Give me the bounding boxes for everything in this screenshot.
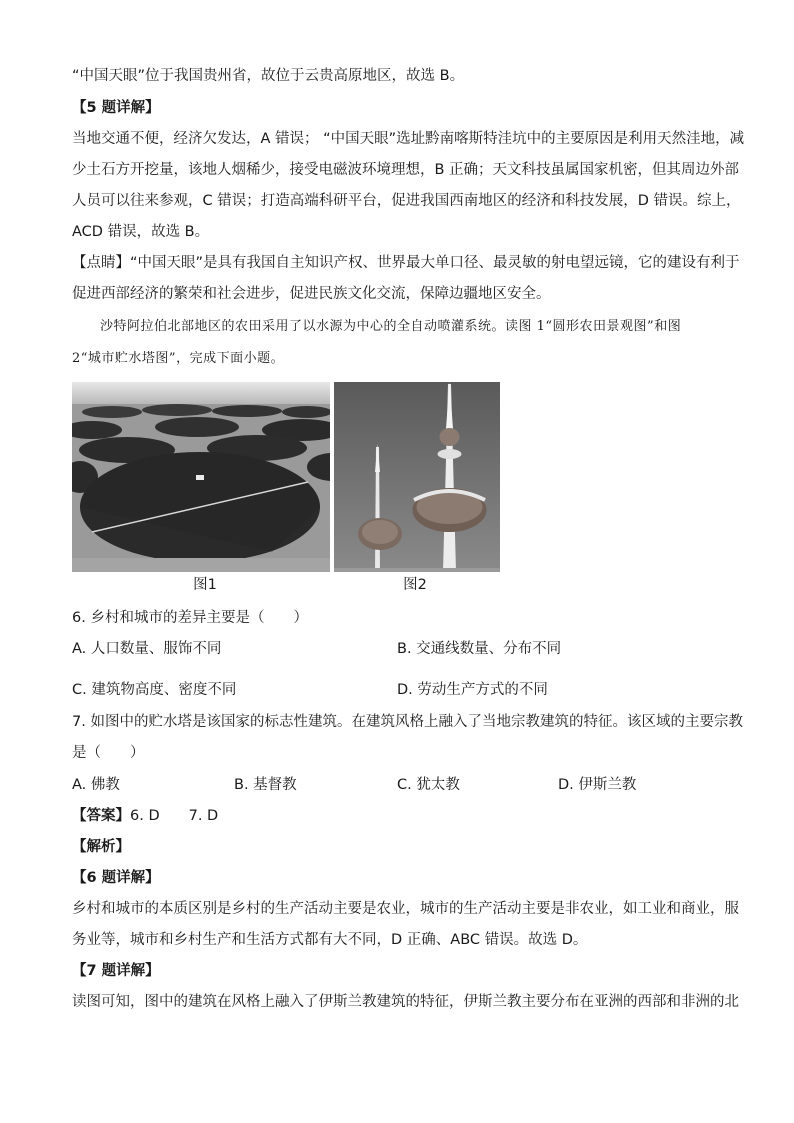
section-heading: 【5 题详解】 (72, 100, 160, 116)
question-7-stem: 7. 如图中的贮水塔是该国家的标志性建筑。在建筑风格上融入了当地宗教建筑的特征。该区域的主要宗教 (72, 714, 743, 730)
analysis-label: 【解析】 (72, 839, 130, 855)
answer-value: 6. D 7. D (130, 808, 219, 824)
question-7-stem-cont: 是（ ） (72, 745, 145, 761)
text-line: 少土石方开挖量，该地人烟稀少，接受电磁波环境理想，B 正确；天文科技虽属国家机密，但其周边外部 (72, 162, 740, 178)
figure-2-water-towers (334, 382, 500, 572)
text-line: 当地交通不便，经济欠发达，A 错误； “中国天眼”选址黔南喀斯特洼坑中的主要原因是利用天然洼地，减 (72, 131, 745, 147)
question-7-option-a: A. 佛教 (72, 777, 120, 793)
intro-line: 2“城市贮水塔图”，完成下面小题。 (72, 351, 285, 366)
text-line: “中国天眼”位于我国贵州省，故位于云贵高原地区，故选 B。 (72, 68, 465, 84)
figure-1-caption: 图1 (193, 577, 217, 593)
question-6-option-a: A. 人口数量、服饰不同 (72, 641, 222, 657)
tip-line: 【点睛】“中国天眼”是具有我国自主知识产权、世界最大单口径、最灵敏的射电望远镜，它的建设有利于 (72, 255, 740, 271)
question-6-option-b: B. 交通线数量、分布不同 (397, 641, 562, 657)
text-line: 乡村和城市的本质区别是乡村的生产活动主要是农业，城市的生产活动主要是非农业，如工业和商业，服 (72, 901, 739, 917)
answer-line (72, 806, 218, 826)
q7-detail-label: 【7 题详解】 (72, 963, 160, 979)
answer-label: 【答案】 (72, 808, 130, 824)
q6-detail-label: 【6 题详解】 (72, 870, 160, 886)
text-line: 读图可知，图中的建筑在风格上融入了伊斯兰教建筑的特征，伊斯兰教主要分布在亚洲的西部和非洲的北 (72, 994, 739, 1010)
figure-1-circular-farmland (72, 382, 330, 572)
text-line: ACD 错误，故选 B。 (72, 224, 210, 240)
question-7-option-c: C. 犹太教 (397, 777, 460, 793)
question-6-option-d: D. 劳动生产方式的不同 (397, 682, 548, 698)
intro-line: 沙特阿拉伯北部地区的农田采用了以水源为中心的全自动喷灌系统。读图 1“圆形农田景观图”和图 (100, 319, 682, 334)
figure-2-caption: 图2 (403, 577, 427, 593)
question-7-option-b: B. 基督教 (234, 777, 297, 793)
question-6-option-c: C. 建筑物高度、密度不同 (72, 682, 237, 698)
question-7-option-d: D. 伊斯兰教 (558, 777, 637, 793)
text-line: 务业等，城市和乡村生产和生活方式都有大不同，D 正确、ABC 错误。故选 D。 (72, 932, 588, 948)
question-6-stem: 6. 乡村和城市的差异主要是（ ） (72, 610, 308, 626)
text-line: 人员可以往来参观，C 错误；打造高端科研平台，促进我国西南地区的经济和科技发展，D 错误。综上， (72, 193, 741, 209)
text-line: 促进西部经济的繁荣和社会进步，促进民族文化交流，保障边疆地区安全。 (72, 286, 551, 302)
